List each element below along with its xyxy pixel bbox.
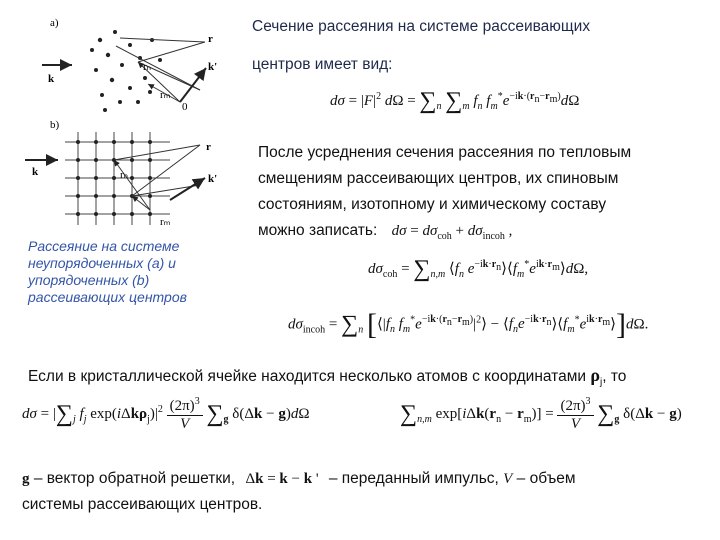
panel-a-label: a): [50, 17, 59, 29]
r-label-b: r: [206, 141, 211, 153]
slide-title: [252, 14, 590, 78]
para-line-2: смещениям рассеивающих центров, их спиновым: [258, 170, 619, 187]
title-line-1: Сечение рассеяния на системе рассеивающих: [252, 18, 591, 35]
footer-g-text: – вектор обратной решетки,: [33, 470, 236, 487]
title-line-2: центров имеет вид:: [252, 56, 393, 73]
footer-v-text: – объем: [516, 470, 576, 487]
k-label-a: k: [48, 73, 55, 85]
conclusion-text: Если в кристаллической ячейке находится несколько атомов с координатами: [28, 368, 587, 385]
kp-label-b: k': [208, 173, 218, 185]
footer-definitions: g – вектор обратной решетки, Δk = k − k ' – переданный импульс, V – объем системы рассеивающих центров.: [22, 466, 576, 518]
para-line-4: можно записать:: [258, 222, 378, 239]
rm-label-a: rₘ: [160, 89, 171, 101]
disordered-dots: [90, 30, 162, 112]
rn-label-b: rₙ: [120, 169, 129, 181]
figure-caption: [28, 238, 187, 306]
conclusion-tail: , то: [602, 368, 627, 385]
para-line-1: После усреднения сечения рассеяния по тепловым: [258, 144, 632, 161]
para-line-3: состояниям, изотопному и химическому составу: [258, 196, 607, 213]
caption-line-3: упорядоченных (b): [28, 272, 150, 288]
rho-subscript: j: [599, 377, 603, 389]
equation-lattice-sum: $\sum_{n,m}$ $\exp[i\Delta k(r_n - r_m)]$ = $\frac{(2\pi)^3}{V}$ $\sum_g$ δ(Δk − g): [400, 396, 682, 432]
origin-label-a: 0: [182, 101, 188, 113]
caption-line-4: рассеивающих центров: [28, 289, 187, 305]
rm-label-b: rₘ: [160, 216, 171, 228]
crystal-cell-sentence: [28, 362, 626, 396]
equation-coherent: $d\sigma_{coh} = \sum_{n,m}$ $⟨f_n$ $e^{-ik\cdot r_n}⟩⟨f_m^*e^{ik\cdot r_m}⟩d\Omega$,: [368, 256, 589, 282]
equation-sum-coh-incoh: $d\sigma = d\sigma_{coh} + d\sigma_{incoh}$ ,: [391, 223, 513, 242]
equation-cross-section: $d\sigma = |F|^2$ $d\Omega = \sum_n$ $\sum_m$ $f_n$ $f_m^*e^{-ik\cdot(r_n-r_m)}d\Omega$: [330, 88, 580, 114]
lattice-grid: [65, 132, 170, 225]
footer-line-2: системы рассеивающих центров.: [22, 496, 263, 513]
rn-label-a: rₙ: [143, 61, 152, 73]
averaging-paragraph: [258, 140, 631, 250]
kp-label-a: k': [208, 61, 218, 73]
rho-symbol: ρ: [590, 365, 600, 385]
r-label: r: [208, 33, 213, 45]
caption-line-2: неупорядоченных (а) и: [28, 255, 176, 271]
equation-structure-factor: $d\sigma = |\sum_j$ $f_j$ $\exp(i\Delta k\rho_j)|^2$ $\frac{(2\pi)^3}{V}$ $\sum_g$ δ(Δk − g)dΩ: [22, 396, 310, 432]
equation-incoherent: $d\sigma_{incoh} = \sum_n$ [$⟨|f_n$ $f_m^*e^{-ik\cdot(r_n-r_m)}|^2⟩$ − $⟨f_ne^{-ik\cdot r_n}⟩⟨f_m^*e^{ik\cdot r_m}⟩]d\Omega$.: [288, 308, 649, 341]
footer-dk-text: – переданный импульс,: [328, 470, 499, 487]
caption-line-1: Рассеяние на системе: [28, 238, 180, 254]
panel-b-label: b): [50, 119, 60, 131]
k-label-b: k: [32, 166, 39, 178]
scattering-figure: [20, 10, 230, 235]
